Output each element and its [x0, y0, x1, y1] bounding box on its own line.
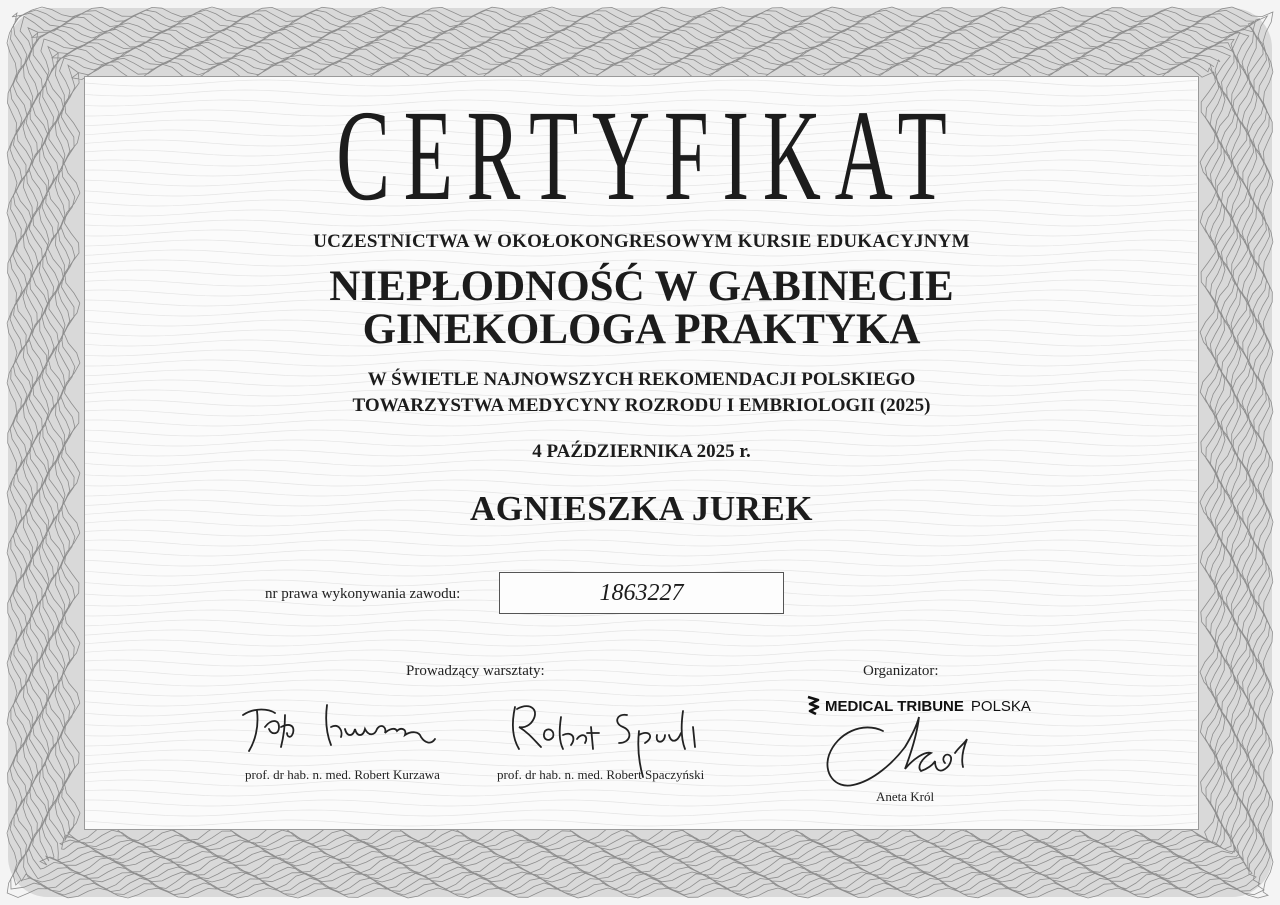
course-title: [85, 265, 1198, 351]
background-wave-line: [85, 560, 1197, 566]
background-wave-line: [85, 680, 1197, 686]
background-wave-line: [85, 820, 1197, 826]
background-wave-line: [85, 430, 1197, 436]
background-wave-line: [85, 650, 1197, 656]
brand-sub: POLSKA: [970, 697, 1031, 715]
background-wave-line: [85, 550, 1197, 556]
background-wave-line: [85, 470, 1197, 476]
signature-krol: [821, 707, 991, 797]
medical-tribune-logo-icon: [805, 695, 821, 717]
background-wave-line: [85, 800, 1197, 806]
course-context: [85, 367, 1198, 419]
participant-name: AGNIESZKA JUREK: [470, 489, 813, 528]
background-wave-line: [85, 480, 1197, 486]
certificate-inner-panel: [84, 76, 1199, 830]
leaders-label: Prowadzący warsztaty:: [406, 663, 545, 679]
organizer-label: Organizator:: [863, 663, 939, 679]
background-wave-line: [85, 810, 1197, 816]
background-wave-line: [85, 790, 1197, 796]
license-label: nr prawa wykonywania zawodu:: [265, 586, 461, 602]
background-wave-line: [85, 540, 1197, 546]
background-wave-line: [85, 630, 1197, 636]
background-wave-line: [85, 660, 1197, 666]
signature-name-kurzawa: prof. dr hab. n. med. Robert Kurzawa: [245, 767, 440, 782]
course-context-line2: TOWARZYSTWA MEDYCYNY ROZRODU I EMBRIOLOGII (2025): [352, 395, 931, 416]
background-wave-line: [85, 620, 1197, 626]
license-number-field: 1863227: [499, 572, 784, 614]
signature-name-spaczynski: prof. dr hab. n. med. Robert Spaczyński: [497, 767, 705, 782]
background-wave-line: [85, 360, 1197, 366]
course-title-line2: GINEKOLOGA PRAKTYKA: [362, 306, 921, 353]
course-title-line1: NIEPŁODNOŚĆ W GABINECIE: [329, 263, 954, 310]
certificate-title: CERTYFIKAT: [336, 84, 961, 228]
background-wave-line: [85, 530, 1197, 536]
certificate-subtitle: UCZESTNICTWA W OKOŁOKONGRESOWYM KURSIE EDUKACYJNYM: [313, 231, 970, 252]
background-wave-line: [85, 670, 1197, 676]
background-wave-line: [85, 420, 1197, 426]
brand-main: MEDICAL TRIBUNE: [825, 697, 964, 715]
background-wave-line: [85, 640, 1197, 646]
signature-kurzawa: [235, 697, 455, 767]
course-context-line1: W ŚWIETLE NAJNOWSZYCH REKOMENDACJI POLSKIEGO: [367, 369, 916, 390]
course-date: 4 PAŹDZIERNIKA 2025 r.: [532, 441, 751, 462]
organizer-signatory: Aneta Król: [876, 789, 935, 804]
